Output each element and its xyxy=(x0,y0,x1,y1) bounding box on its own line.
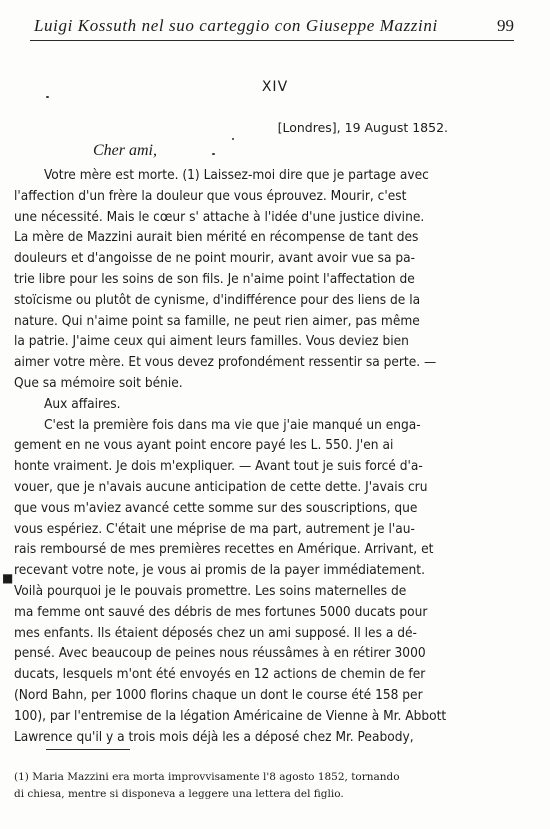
body-line: ducats, lesquels m'ont été envoyés en 12 actions de chemin de fer xyxy=(14,666,426,683)
body-line: l'affection d'un frère la douleur que vous éprouvez. Mourir, c'est xyxy=(14,187,407,204)
body-line: que vous m'aviez avancé cette somme sur des souscriptions, que xyxy=(14,499,418,516)
chapter-number: XIV xyxy=(261,79,289,95)
body-line: C'est la première fois dans ma vie que j'aie manqué un enga- xyxy=(44,416,421,433)
body-line: honte vraiment. Je dois m'expliquer. — Avant tout je suis forcé d'a- xyxy=(14,458,423,475)
body-line: 100), par l'entremise de la légation Américaine de Vienne à Mr. Abbott xyxy=(14,707,447,724)
body-line: Votre mère est morte. (1) Laissez-moi dire que je partage avec xyxy=(44,167,429,183)
footnote-line: di chiesa, mentre si disponeva a leggere una lettera del figlio. xyxy=(14,788,344,800)
body-line: La mère de Mazzini aurait bien mérité en récompense de tant des xyxy=(14,229,419,246)
running-title: Luigi Kossuth nel suo carteggio con Giuseppe Mazzini xyxy=(34,16,438,35)
footnote xyxy=(14,769,494,803)
body-line: Que sa mémoire soit bénie. xyxy=(14,374,183,391)
margin-mark: ■ xyxy=(2,571,14,585)
body-line: la patrie. J'aime ceux qui aiment leurs familles. Vous deviez bien xyxy=(14,333,409,350)
body-line: (Nord Bahn, per 1000 florins chaque un dont le course été 158 per xyxy=(14,686,423,703)
body-line: mes enfants. Ils étaient déposés chez un ami supposé. Il les a dé- xyxy=(14,624,417,641)
running-header xyxy=(30,14,514,41)
body-line: une nécessité. Mais le cœur s' attache à l'idée d'une justice divine. xyxy=(14,208,425,225)
body-line: Lawrence qu'il y a trois mois déjà les a déposé chez Mr. Peabody, xyxy=(14,728,414,745)
page-number: 99 xyxy=(497,16,514,35)
body-line: Aux affaires. xyxy=(44,395,121,412)
body-line: aimer votre mère. Et vous devez profondément ressentir sa perte. — xyxy=(14,354,437,371)
body-line: trie libre pour les soins de son fils. Je n'aime point l'affectation de xyxy=(14,270,415,287)
body-line: stoïcisme ou plutôt de cynisme, d'indifférence pour des liens de la xyxy=(14,291,421,308)
letter-salutation: Cher ami, xyxy=(93,142,157,159)
body-line: Voilà pourquoi je le pouvais promettre. Les soins maternelles de xyxy=(14,582,407,599)
body-line: ma femme ont sauvé des débris de mes fortunes 5000 ducats pour xyxy=(14,603,428,620)
print-speck xyxy=(46,96,49,98)
letter-dateline: [Londres], 19 August 1852. xyxy=(277,120,448,135)
footnote-line: (1) Maria Mazzini era morta improvvisamente l'8 agosto 1852, tornando xyxy=(14,771,400,783)
body-line: vouer, que je n'avais aucune anticipation de cette dette. J'avais cru xyxy=(14,478,428,495)
body-line: pensé. Avec beaucoup de peines nous réussâmes à en rétirer 3000 xyxy=(14,645,426,662)
print-speck xyxy=(212,153,215,155)
body-line: rais remboursé de mes premières recettes en Amérique. Arrivant, et xyxy=(14,541,434,558)
print-speck xyxy=(232,138,234,140)
body-line: recevant votre note, je vous ai promis de la payer immédiatement. xyxy=(14,562,425,579)
footnote-rule xyxy=(46,749,130,750)
letter-body xyxy=(14,165,484,747)
body-line: nature. Qui n'aime point sa famille, ne peut rien aimer, pas même xyxy=(14,312,420,329)
body-line: douleurs et d'angoisse de ne point mourir, avant avoir vue sa pa- xyxy=(14,250,416,267)
body-line: vous espériez. C'était une méprise de ma part, autrement je l'au- xyxy=(14,520,415,537)
body-line: gement en ne vous ayant point encore payé les L. 550. J'en ai xyxy=(14,437,394,454)
